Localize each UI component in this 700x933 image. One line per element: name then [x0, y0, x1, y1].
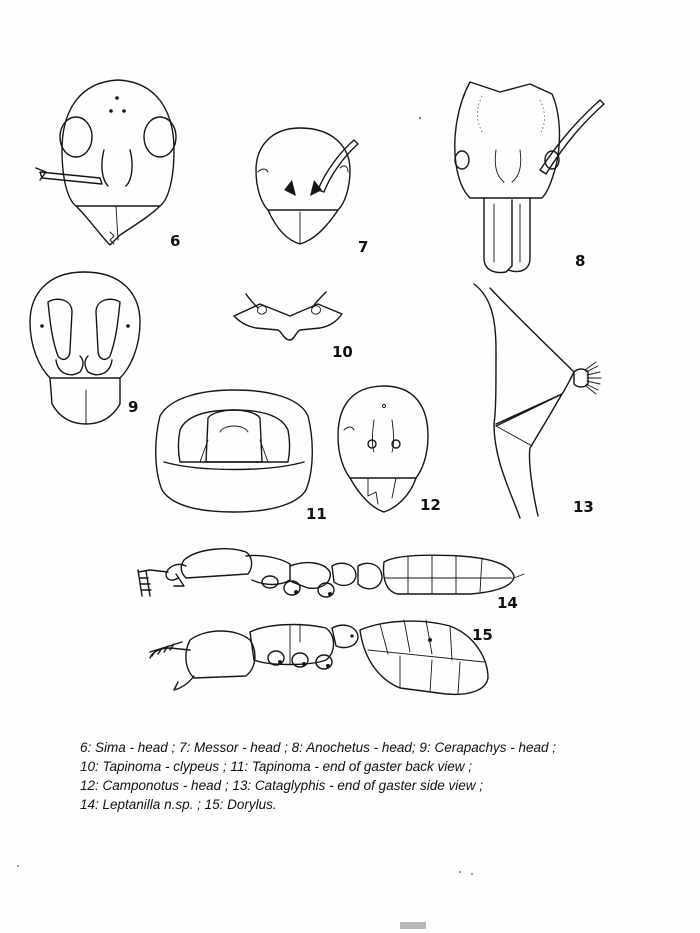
figure-number-7: 7 [358, 238, 369, 256]
fig15-dorylus-drawing [150, 620, 488, 694]
figure-number-10: 10 [332, 343, 353, 361]
figure-number-8: 8 [575, 252, 586, 270]
figure-caption [80, 738, 680, 814]
caption-line-4: 14: Leptanilla n.sp. ; 15: Dorylus. [80, 797, 277, 812]
fig14-leptanilla-drawing [138, 549, 524, 597]
fig12-camponotus-head-drawing [338, 386, 428, 512]
fig7-messor-head-drawing [256, 128, 358, 244]
caption-line-3: 12: Camponotus - head ; 13: Cataglyphis - end of gaster side view ; [80, 778, 483, 793]
fig9-cerapachys-head-drawing [30, 272, 140, 424]
caption-line-1: 6: Sima - head ; 7: Messor - head ; 8: Anochetus - head; 9: Cerapachys - head ; [80, 740, 557, 755]
figure-number-9: 9 [128, 398, 139, 416]
fig10-tapinoma-clypeus-drawing [234, 292, 342, 340]
figure-number-11: 11 [306, 505, 327, 523]
figure-number-15: 15 [472, 626, 493, 644]
fig13-cataglyphis-gaster-drawing [474, 284, 601, 518]
fig8-anochetus-head-drawing [455, 82, 604, 272]
caption-line-2: 10: Tapinoma - clypeus ; 11: Tapinoma - end of gaster back view ; [80, 759, 472, 774]
scan-edge-mark [400, 922, 426, 929]
fig11-tapinoma-gaster-drawing [156, 390, 313, 512]
figure-number-12: 12 [420, 496, 441, 514]
figure-number-14: 14 [497, 594, 518, 612]
fig6-sima-head-drawing [36, 80, 176, 245]
figure-number-13: 13 [573, 498, 594, 516]
figure-number-6: 6 [170, 232, 181, 250]
